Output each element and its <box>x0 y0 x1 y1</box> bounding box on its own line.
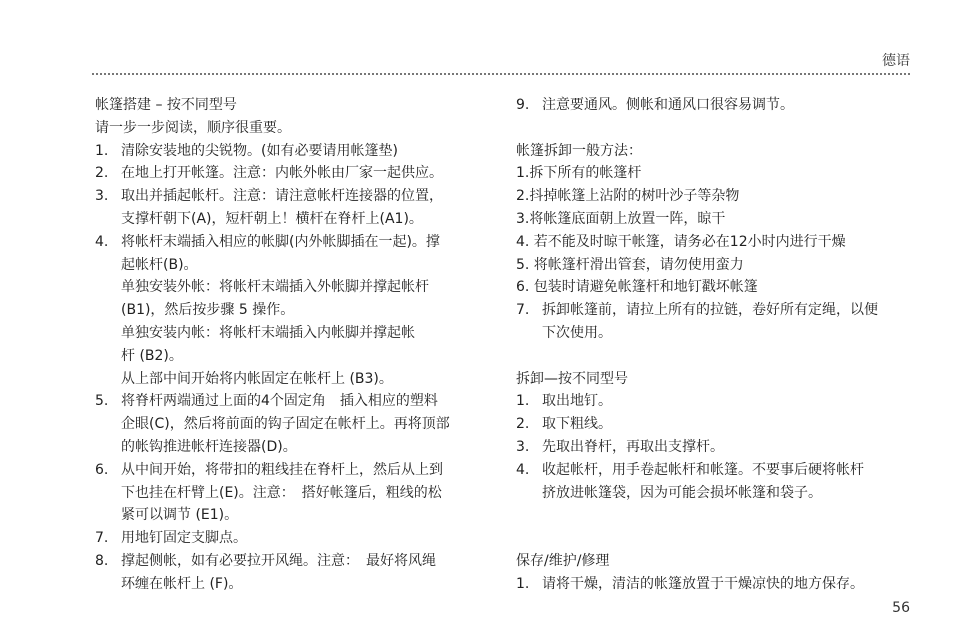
item-text: 请将干燥，清洁的帐篷放置于干燥凉快的地方保存。 <box>542 575 864 592</box>
item-number: 9. <box>516 97 530 113</box>
item-text-continuation: 的帐钩推进帐杆连接器(D)。 <box>121 438 297 455</box>
item-number: 2. <box>95 165 109 182</box>
list-item <box>516 413 916 436</box>
item-text: 注意要通风。侧帐和通风口很容易调节。 <box>542 97 794 113</box>
item-number: 8. <box>95 552 109 569</box>
list-item-first-line <box>95 390 500 413</box>
list-item-first-line <box>95 527 500 550</box>
list-item <box>516 436 916 459</box>
item-text: 取下粗线。 <box>542 416 612 433</box>
item-text-continuation: 下也挂在杆臂上(E)。注意： 搭好帐篷后，粗线的松 <box>121 484 442 501</box>
list-item <box>95 550 500 596</box>
list-item-first-line <box>516 299 916 322</box>
item-text-continuation: 挤放进帐篷袋，因为可能会损坏帐篷和袋子。 <box>542 484 822 501</box>
item-number: 2. <box>516 416 530 433</box>
item-number: 3. <box>516 438 530 455</box>
list-item <box>95 162 500 185</box>
item-text-continuation: 杆 (B2)。 <box>121 347 183 364</box>
list-item <box>95 185 500 231</box>
list-item-first-line <box>95 185 500 208</box>
list-item-first-line <box>516 390 916 413</box>
list-item-first-line <box>516 413 916 436</box>
item-text: 将脊杆两端通过上面的4个固定角 插入相应的塑料 <box>121 393 438 410</box>
item-text: 撑起侧帐，如有必要拉开风绳。注意： 最好将风绳 <box>121 552 436 569</box>
list-item-first-line <box>95 550 500 573</box>
item-text-continuation: 环缠在帐杆上 (F)。 <box>121 575 243 592</box>
dismantle-step: 4. 若不能及时晾干帐篷，请务必在12小时内进行干燥 <box>516 233 846 250</box>
language-header: 德语 <box>882 53 910 69</box>
item-text: 收起帐杆，用手卷起帐杆和帐篷。不要事后硬将帐杆 <box>542 461 864 478</box>
item-text: 在地上打开帐篷。注意：内帐外帐由厂家一起供应。 <box>121 165 443 182</box>
item-text-continuation: 单独安装内帐：将帐杆末端插入内帐脚并撑起帐 <box>121 324 415 341</box>
dismantle-step-7 <box>516 299 916 345</box>
list-item <box>95 527 500 550</box>
list-item <box>516 94 916 117</box>
item-text-continuation: (B1)，然后按步骤 5 操作。 <box>121 302 295 319</box>
item-text-continuation: 从上部中间开始将内帐固定在帐杆上 (B3)。 <box>121 370 393 387</box>
item-text-continuation: 下次使用。 <box>542 324 612 341</box>
dismantle-step: 6. 包装时请避免帐篷杆和地钉戳坏帐篷 <box>516 279 758 296</box>
left-column <box>95 94 500 596</box>
dismantle-step: 5. 将帐篷杆滑出管套，请勿使用蛮力 <box>516 256 744 273</box>
setup-intro: 请一步一步阅读，顺序很重要。 <box>95 119 291 136</box>
item-text-continuation: 支撑杆朝下(A)，短杆朝上！横杆在脊杆上(A1)。 <box>121 210 423 227</box>
item-number: 1. <box>516 575 530 592</box>
list-item <box>516 459 916 505</box>
item-text-continuation: 紧可以调节 (E1)。 <box>121 507 239 524</box>
model-dismantle-list <box>516 390 916 504</box>
item-text: 将帐杆末端插入相应的帐脚(内外帐脚插在一起)。撑 <box>121 233 440 250</box>
section-title-dismantle: 帐篷拆卸一般方法： <box>516 142 642 159</box>
list-item <box>95 231 500 391</box>
item-text-continuation: 单独安装外帐：将帐杆末端插入外帐脚并撑起帐杆 <box>121 279 429 296</box>
item-number: 1. <box>516 393 530 410</box>
item-number: 5. <box>95 393 109 410</box>
dismantle-step: 2.抖掉帐篷上沾附的树叶沙子等杂物 <box>516 188 740 205</box>
dotted-divider <box>92 73 910 75</box>
right-column <box>516 94 916 596</box>
list-item <box>516 573 916 596</box>
list-item-first-line <box>95 231 500 254</box>
item-text: 清除安装地的尖锐物。(如有必要请用帐篷垫) <box>121 142 398 159</box>
dismantle-step: 3.将帐篷底面朝上放置一阵，晾干 <box>516 210 726 227</box>
item-number: 6. <box>95 461 109 478</box>
list-item-first-line <box>516 436 916 459</box>
item-text: 从中间开始，将带扣的粗线挂在脊杆上，然后从上到 <box>121 461 443 478</box>
list-item <box>95 140 500 163</box>
list-item <box>95 459 500 527</box>
item-number: 4. <box>95 233 109 250</box>
list-item-first-line <box>95 140 500 163</box>
page-number: 56 <box>892 600 910 616</box>
item-number: 1. <box>95 142 109 159</box>
item-text: 用地钉固定支脚点。 <box>121 530 247 547</box>
item-number: 7. <box>516 302 530 319</box>
item-text: 先取出脊杆，再取出支撑杆。 <box>542 438 724 455</box>
item-number: 3. <box>95 188 109 205</box>
item-text: 拆卸帐篷前，请拉上所有的拉链，卷好所有定绳，以便 <box>542 302 878 319</box>
list-item-first-line <box>516 459 916 482</box>
item-number: 4. <box>516 461 530 478</box>
section-title-storage: 保存/维护/修理 <box>516 552 610 569</box>
setup-steps-list <box>95 140 500 596</box>
item-number: 7. <box>95 530 109 547</box>
item-text-continuation: 企眼(C)，然后将前面的钩子固定在帐杆上。再将顶部 <box>121 416 450 433</box>
item-text: 取出地钉。 <box>542 393 612 410</box>
list-item-first-line <box>95 162 500 185</box>
section-title-setup: 帐篷搭建 – 按不同型号 <box>95 97 237 113</box>
dismantle-steps-list <box>516 162 916 299</box>
item-text: 取出并插起帐杆。注意：请注意帐杆连接器的位置， <box>121 188 443 205</box>
list-item-first-line <box>95 459 500 482</box>
section-title-model-dismantle: 拆卸—按不同型号 <box>516 370 628 387</box>
item-text-continuation: 起帐杆(B)。 <box>121 256 198 273</box>
list-item <box>95 390 500 458</box>
list-item <box>516 390 916 413</box>
dismantle-step: 1.拆下所有的帐篷杆 <box>516 165 642 182</box>
